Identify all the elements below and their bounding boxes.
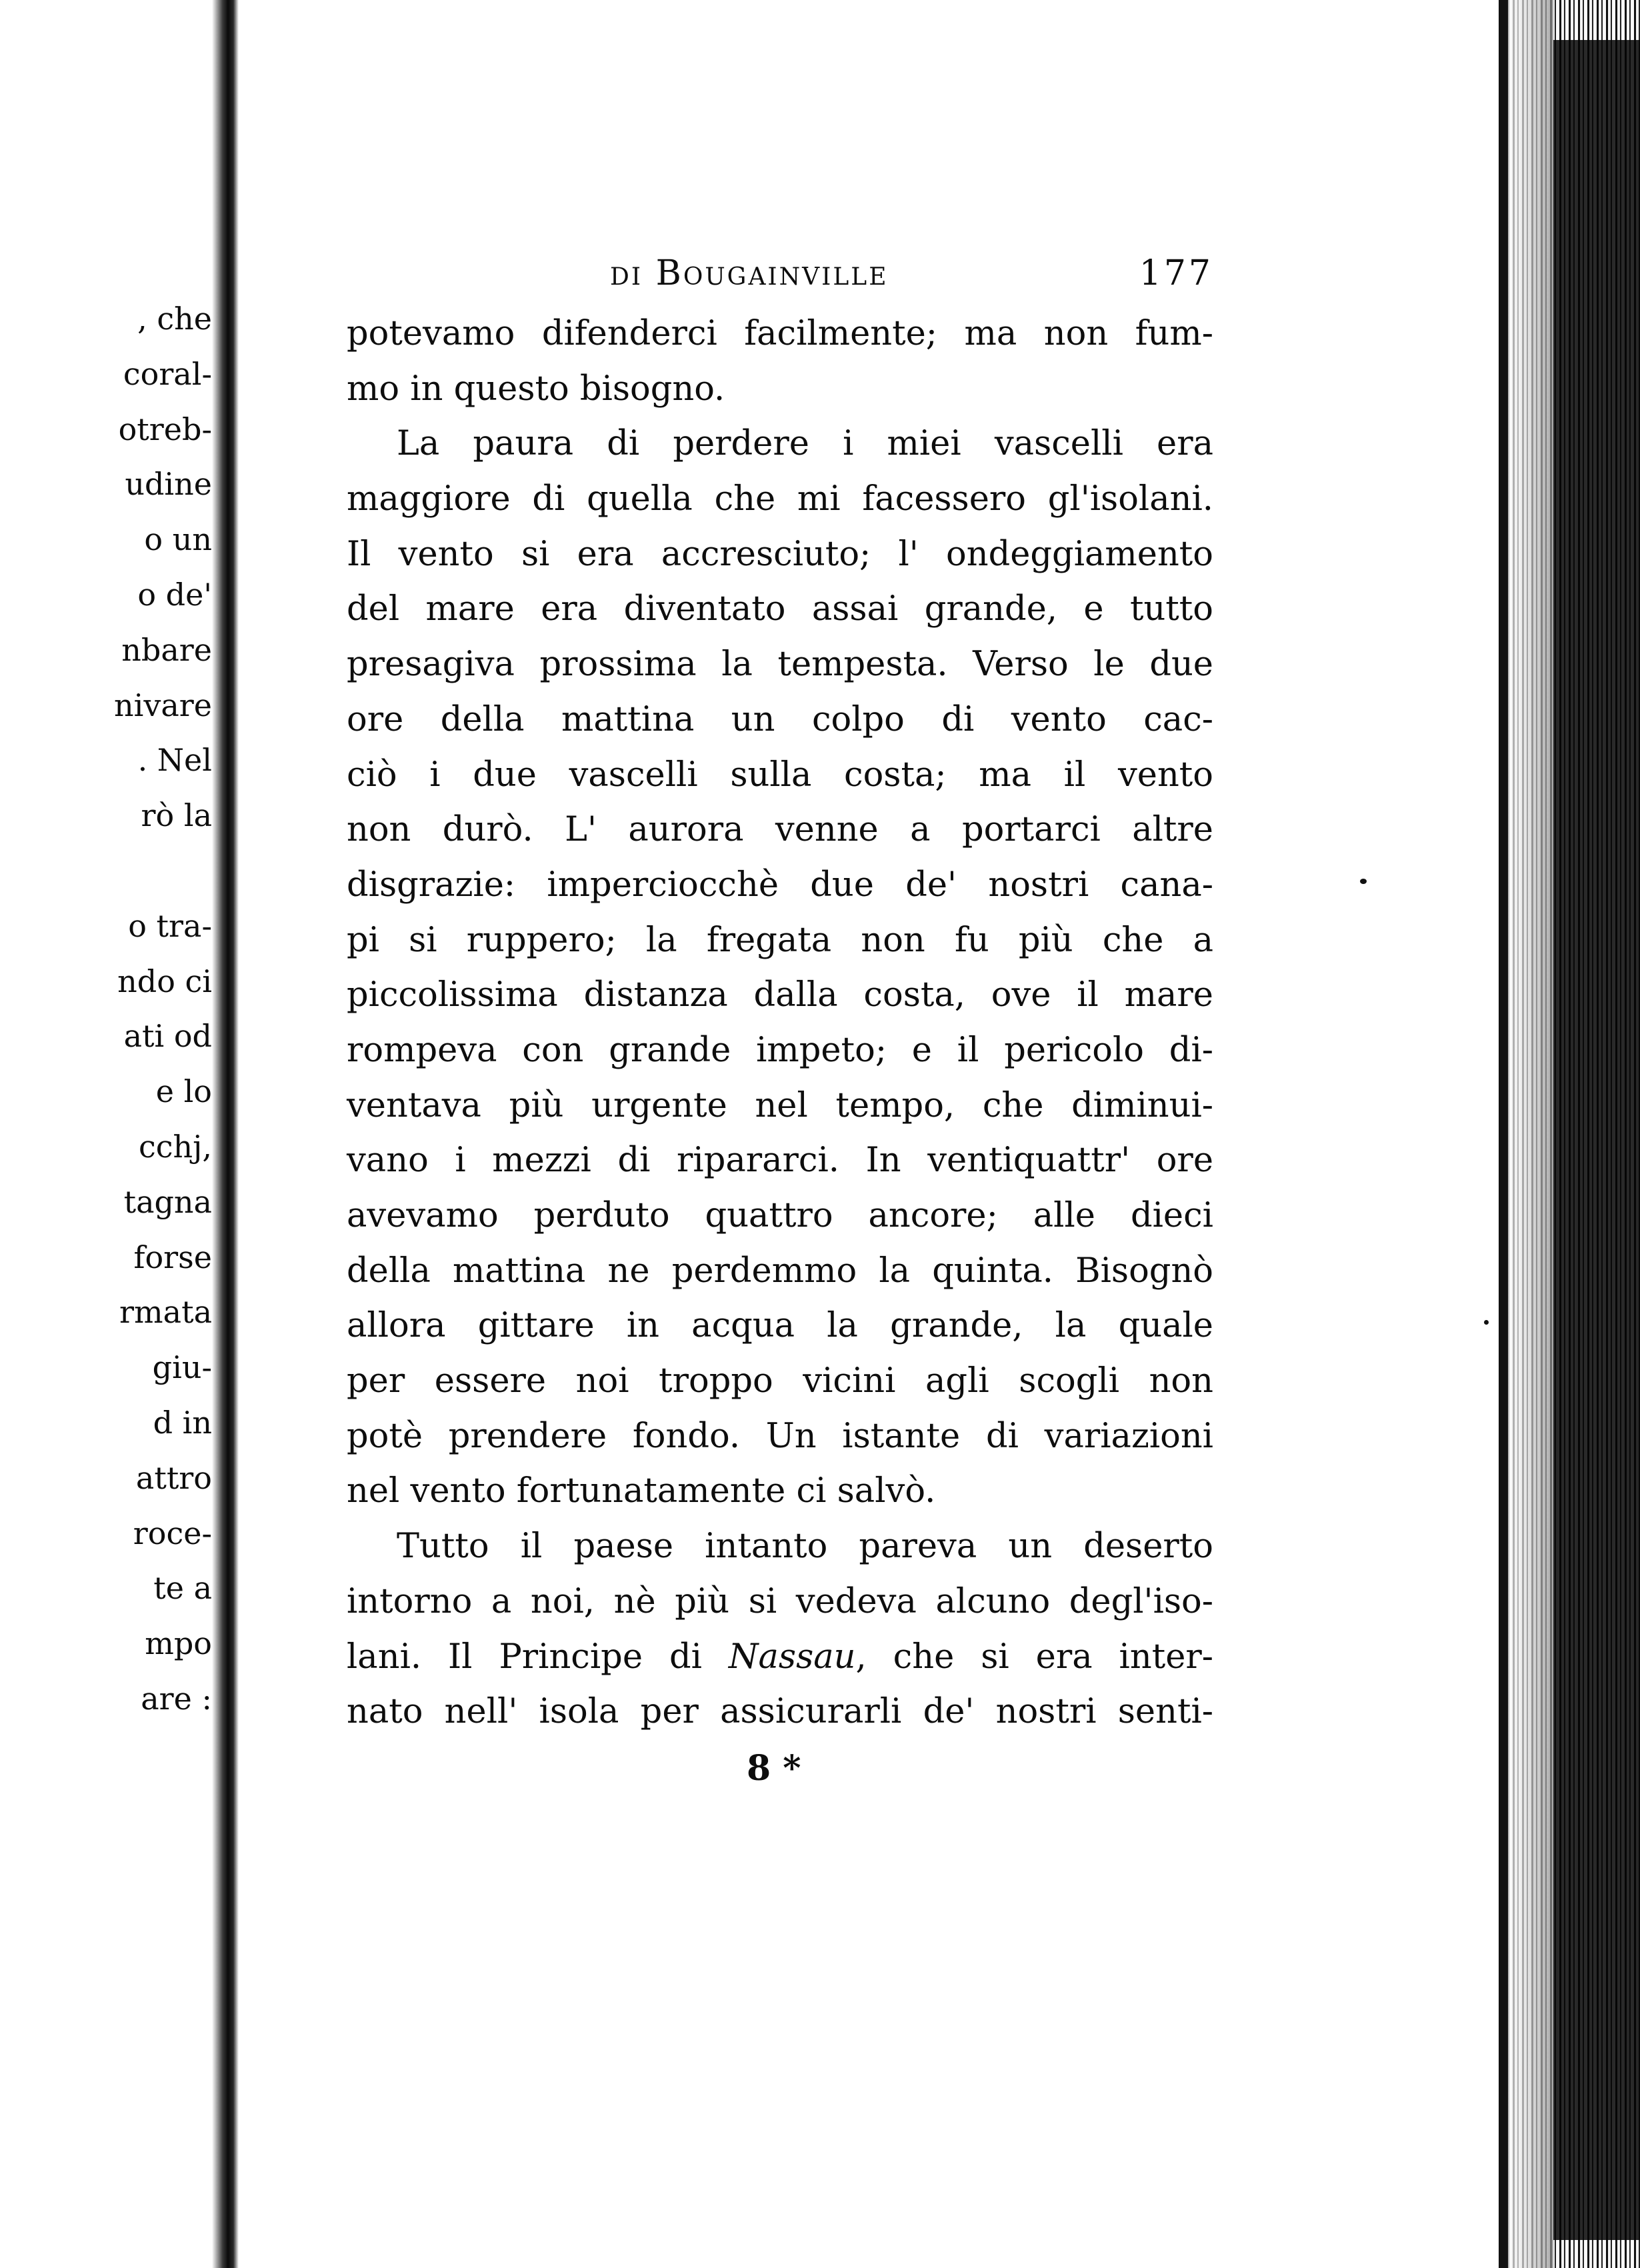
text-line: vano i mezzi di ripararci. In ventiquattr' ore bbox=[347, 1141, 1213, 1181]
text-line: La paura di perdere i miei vascelli era bbox=[397, 424, 1213, 464]
left-page-fragment: . Nel bbox=[137, 742, 212, 779]
text-line: disgrazie: imperciocchè due de' nostri cana- bbox=[347, 865, 1213, 905]
left-page-fragment: ndo ci bbox=[117, 963, 212, 999]
text-line: intorno a noi, nè più si vedeva alcuno degl'iso- bbox=[347, 1581, 1213, 1621]
text-line: nel vento fortunatamente ci salvò. bbox=[347, 1471, 936, 1511]
left-page-fragment: forse bbox=[133, 1239, 212, 1275]
right-page bbox=[347, 253, 1213, 1795]
text-line: della mattina ne perdemmo la quinta. Bisognò bbox=[347, 1251, 1213, 1291]
left-page-fragment: d in bbox=[153, 1405, 212, 1441]
left-page-fragment: roce- bbox=[133, 1515, 212, 1551]
text-line: allora gittare in acqua la grande, la quale bbox=[347, 1306, 1213, 1346]
left-page-fragment: otreb- bbox=[118, 411, 212, 447]
text-line: maggiore di quella che mi facessero gl'isolani. bbox=[347, 479, 1213, 519]
text-line: potè prendere fondo. Un istante di variazioni bbox=[347, 1416, 1213, 1456]
left-page-fragment: rmata bbox=[119, 1294, 212, 1331]
left-page-fragment: mpo bbox=[145, 1625, 212, 1662]
left-page-fragment: cchj, bbox=[138, 1129, 212, 1165]
text-line: mo in questo bisogno. bbox=[347, 369, 725, 409]
text-segment: lani. Il Principe di bbox=[347, 1637, 729, 1677]
left-page-fragment: o un bbox=[144, 521, 212, 558]
text-line: ventava più urgente nel tempo, che diminui- bbox=[347, 1085, 1213, 1125]
body-text bbox=[347, 307, 1213, 1740]
left-page-fragment: tagna bbox=[123, 1183, 212, 1220]
text-line: ciò i due vascelli sulla costa; ma il vento bbox=[347, 755, 1213, 795]
ink-speck bbox=[1484, 1320, 1489, 1325]
left-page-fragment: e lo bbox=[155, 1073, 212, 1110]
left-page-fragment: are : bbox=[141, 1681, 212, 1717]
book-cover-edge bbox=[1553, 40, 1640, 2240]
left-page-fragment: nbare bbox=[121, 631, 212, 668]
running-title: di Bougainville bbox=[610, 253, 889, 293]
text-line: Il vento si era accresciuto; l' ondeggiamento bbox=[347, 534, 1213, 574]
text-segment: , che si era inter- bbox=[855, 1637, 1213, 1677]
left-page-fragment: udine bbox=[125, 466, 212, 503]
running-head bbox=[347, 253, 1213, 300]
italic-name: Nassau bbox=[728, 1637, 856, 1677]
text-line bbox=[347, 1630, 1213, 1685]
left-page-fragment: coral- bbox=[123, 355, 212, 392]
text-line: per essere noi troppo vicini agli scogli non bbox=[347, 1361, 1213, 1401]
page-edge-shading bbox=[1503, 0, 1553, 2268]
page-number: 177 bbox=[1139, 253, 1213, 293]
left-page-fragment: o de' bbox=[137, 577, 212, 613]
left-page-fragment: o tra- bbox=[128, 907, 212, 944]
book-gutter bbox=[212, 0, 239, 2268]
left-page-fragment: , che bbox=[137, 301, 212, 337]
left-page-fragment: te a bbox=[153, 1570, 212, 1607]
text-line: rompeva con grande impeto; e il pericolo di- bbox=[347, 1030, 1213, 1070]
left-page-edge bbox=[0, 0, 223, 2268]
page-edge-line bbox=[1499, 0, 1508, 2268]
signature-mark: 8 * bbox=[747, 1747, 801, 1789]
left-page-fragment: attro bbox=[135, 1459, 212, 1496]
text-line: presagiva prossima la tempesta. Verso le due bbox=[347, 645, 1213, 685]
text-line: Tutto il paese intanto pareva un deserto bbox=[397, 1527, 1213, 1567]
ink-speck bbox=[1360, 879, 1367, 884]
left-page-fragment: ati od bbox=[123, 1018, 212, 1055]
left-page-fragment: rò la bbox=[141, 797, 212, 834]
text-line: piccolissima distanza dalla costa, ove il mare bbox=[347, 975, 1213, 1015]
text-line: ore della mattina un colpo di vento cac- bbox=[347, 699, 1213, 739]
text-line: nato nell' isola per assicurarli de' nostri senti- bbox=[347, 1692, 1213, 1732]
left-page-fragment: giu- bbox=[152, 1349, 212, 1386]
text-line: del mare era diventato assai grande, e tutto bbox=[347, 589, 1213, 629]
text-line: pi si ruppero; la fregata non fu più che a bbox=[347, 920, 1213, 960]
text-line: avevamo perduto quattro ancore; alle dieci bbox=[347, 1196, 1213, 1235]
text-line: non durò. L' aurora venne a portarci altre bbox=[347, 810, 1213, 850]
left-page-fragment: nivare bbox=[114, 687, 212, 723]
left-page-text-fragments bbox=[0, 0, 212, 2268]
text-line: potevamo difenderci facilmente; ma non fum- bbox=[347, 314, 1213, 353]
